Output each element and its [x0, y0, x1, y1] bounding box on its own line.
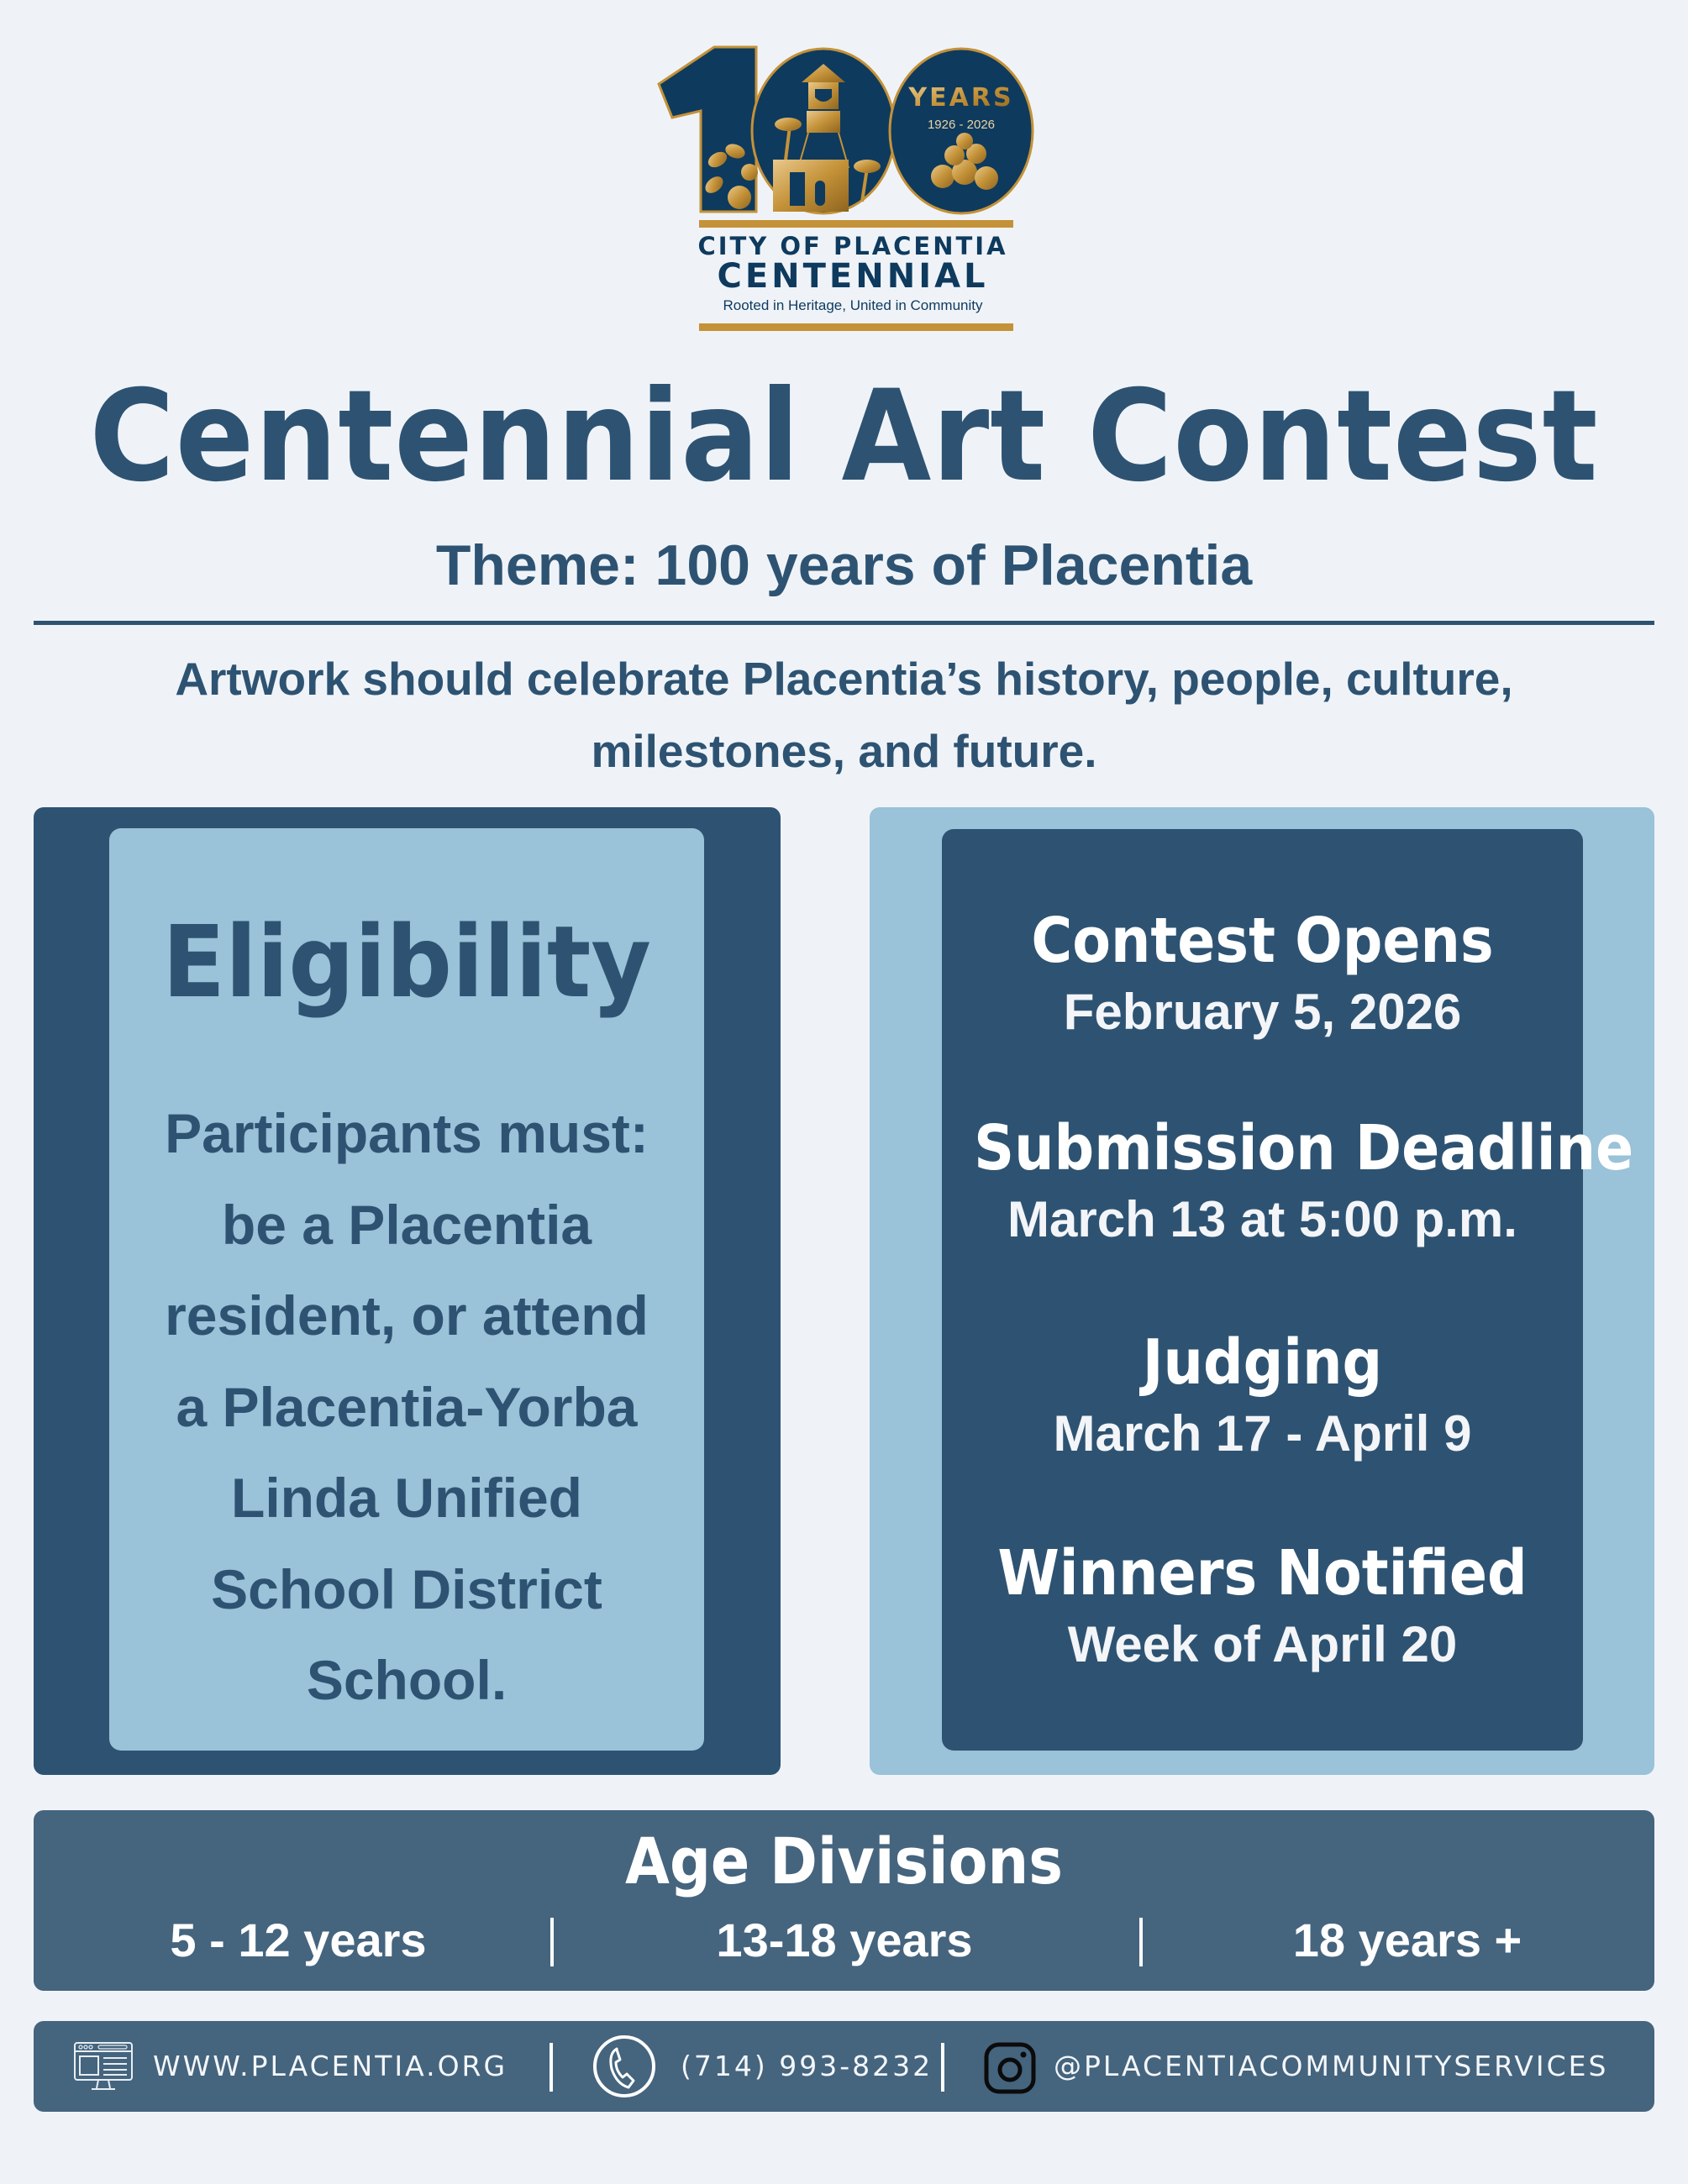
logo-bottom-bar	[699, 323, 1013, 331]
schedule-date: Week of April 20	[1067, 1616, 1458, 1672]
eligibility-line: School District	[211, 1557, 602, 1620]
age-division-5-12: 5 - 12 years	[170, 1914, 427, 1966]
eligibility-line: School.	[306, 1649, 507, 1711]
eligibility-line: resident, or attend	[165, 1284, 649, 1347]
age-division-13-18: 13-18 years	[716, 1914, 973, 1966]
schedule-item-winners-notified	[942, 1536, 1583, 1678]
eligibility-line: Participants must:	[165, 1102, 649, 1164]
logo-centennial: CENTENNIAL	[717, 257, 989, 296]
page-title: Centennial Art Contest	[89, 364, 1599, 510]
age-divider	[1139, 1918, 1143, 1966]
schedule-label: Contest Opens	[1031, 905, 1494, 977]
website-link[interactable]: WWW.PLACENTIA.ORG	[153, 2050, 508, 2082]
centennial-logo	[647, 34, 1042, 336]
age-division-18-plus: 18 years +	[1292, 1914, 1522, 1966]
footer-divider	[550, 2043, 553, 2092]
svg-text:1926 - 2026: 1926 - 2026	[927, 118, 996, 132]
description-line: milestones, and future.	[591, 725, 1097, 777]
phone-number[interactable]: (714) 993-8232	[681, 2050, 933, 2082]
eligibility-line: a Placentia-Yorba	[176, 1375, 638, 1438]
age-divisions-title: Age Divisions	[625, 1824, 1063, 1898]
eligibility-line: Linda Unified	[231, 1467, 582, 1529]
eligibility-title: Eligibility	[162, 904, 651, 1020]
contest-description	[84, 643, 1604, 787]
schedule-item-judging	[942, 1325, 1583, 1467]
description-line: Artwork should celebrate Placentia’s history, people, culture,	[175, 653, 1513, 705]
phone-icon	[592, 2034, 657, 2099]
schedule-date: March 13 at 5:00 p.m.	[1007, 1191, 1517, 1247]
schedule-label: Judging	[1142, 1326, 1383, 1399]
svg-text:YEARS: YEARS	[908, 83, 1014, 113]
social-handle[interactable]: @PLACENTIACOMMUNITYSERVICES	[1054, 2050, 1609, 2082]
contest-theme: Theme: 100 years of Placentia	[435, 533, 1253, 597]
schedule-item-submission-deadline	[942, 1110, 1634, 1253]
instagram-icon	[983, 2041, 1037, 2095]
logo-top-bar	[699, 220, 1013, 228]
logo-city-name: CITY OF PLACENTIA	[697, 232, 1008, 260]
header-divider	[34, 621, 1654, 625]
schedule-item-contest-opens	[942, 903, 1583, 1046]
logo-tagline: Rooted in Heritage, United in Community	[723, 297, 983, 313]
schedule-date: March 17 - April 9	[1053, 1405, 1472, 1462]
centennial-100-emblem-icon	[647, 34, 1042, 227]
age-divider	[550, 1918, 554, 1966]
schedule-label: Submission Deadline	[974, 1112, 1634, 1184]
schedule-label: Winners Notified	[997, 1537, 1528, 1609]
schedule-date: February 5, 2026	[1063, 984, 1462, 1040]
monitor-icon	[73, 2041, 134, 2092]
eligibility-line: be a Placentia	[221, 1193, 592, 1256]
eligibility-requirements	[118, 1088, 696, 1726]
footer-divider	[941, 2043, 944, 2092]
